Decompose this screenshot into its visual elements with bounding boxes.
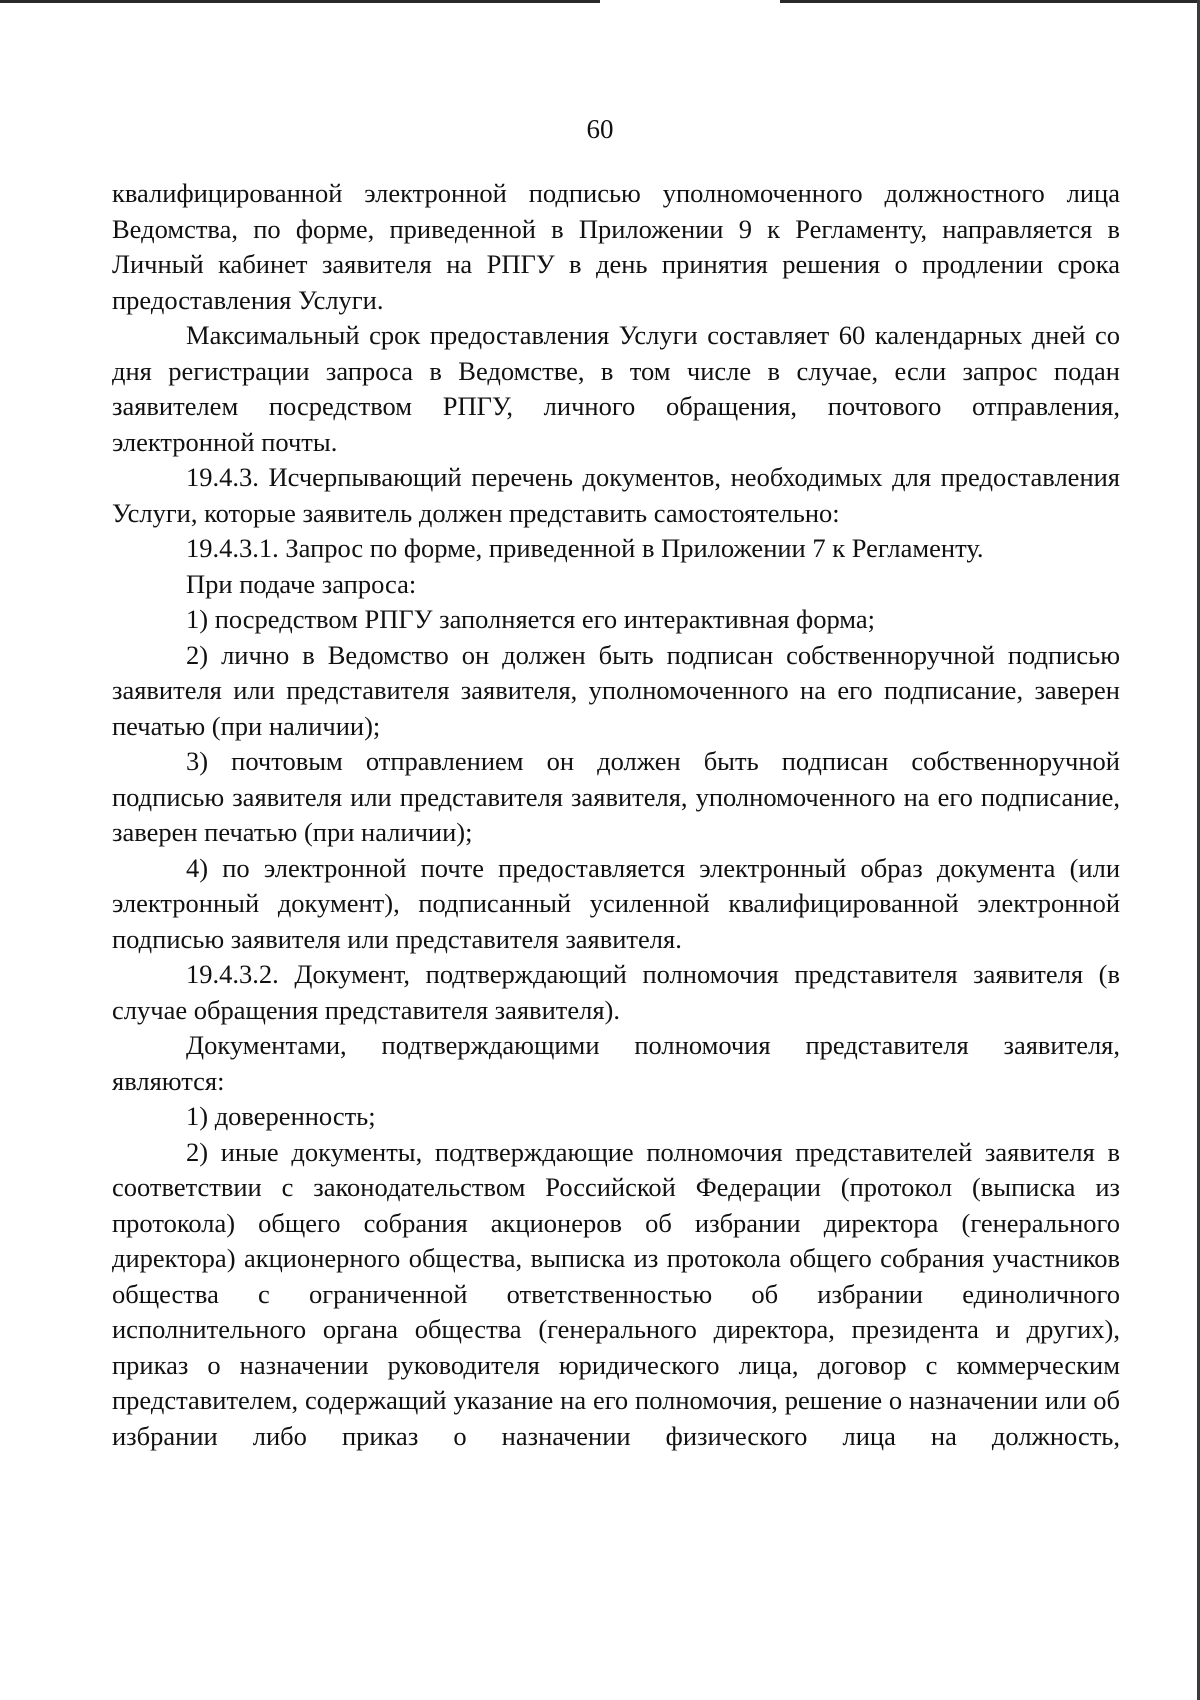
scan-edge-gap bbox=[600, 0, 780, 3]
paragraph-authority-documents: Документами, подтверждающими полномочия представителя заявителя, являются: bbox=[112, 1030, 1120, 1096]
paragraph-19-4-3: 19.4.3. Исчерпывающий перечень документов, необходимых для предоставления Услуги, которые заявитель должен представить самостоятельно: bbox=[112, 462, 1120, 528]
paragraph-max-term: Максимальный срок предоставления Услуги составляет 60 календарных дней со дня регистрации запроса в Ведомстве, в том числе в случае, если запрос подан заявителем посредством РПГУ, личного обращения, почтового отправления, электронной почты. bbox=[112, 320, 1120, 457]
paragraph-continuation: квалифицированной электронной подписью уполномоченного должностного лица Ведомства, по форме, приведенной в Приложении 9 к Регламенту, направляется в Личный кабинет заявителя на РПГУ в день принятия решения о продлении срока предоставления Услуги. bbox=[112, 178, 1120, 315]
document-body bbox=[112, 176, 1120, 1454]
paragraph-19-4-3-1: 19.4.3.1. Запрос по форме, приведенной в Приложении 7 к Регламенту. bbox=[186, 533, 984, 563]
authority-item-1: 1) доверенность; bbox=[186, 1101, 376, 1131]
authority-item-2: 2) иные документы, подтверждающие полномочия представителей заявителя в соответствии с законодательством Российской Федерации (протокол (выписка из протокола) общего собрания акционеров об избрании директора (генерального директора) акционерного общества, выписка из протокола общего собрания участников общества с ограниченной ответственностью об избрании единоличного исполнительного органа общества (генерального директора, президента и других), приказ о назначении руководителя юридического лица, договор с коммерческим представителем, содержащий указание на его полномочия, решение о назначении или об избрании либо приказ о назначении физического лица на должность, bbox=[112, 1136, 1120, 1451]
list-item-1: 1) посредством РПГУ заполняется его интерактивная форма; bbox=[186, 604, 875, 634]
list-item-3: 3) почтовым отправлением он должен быть подписан собственноручной подписью заявителя или представителя заявителя, уполномоченного на его подписание, заверен печатью (при наличии); bbox=[112, 746, 1120, 847]
list-item-4: 4) по электронной почте предоставляется электронный образ документа (или электронный документ), подписанный усиленной квалифицированной электронной подписью заявителя или представителя заявителя. bbox=[112, 852, 1120, 954]
page-number: 60 bbox=[586, 114, 614, 144]
paragraph-19-4-3-2: 19.4.3.2. Документ, подтверждающий полномочия представителя заявителя (в случае обращения представителя заявителя). bbox=[112, 959, 1120, 1025]
list-item-2: 2) лично в Ведомство он должен быть подписан собственноручной подписью заявителя или представителя заявителя, уполномоченного на его подписание, заверен печатью (при наличии); bbox=[112, 639, 1120, 741]
paragraph-request-submission: При подаче запроса: bbox=[186, 568, 417, 599]
